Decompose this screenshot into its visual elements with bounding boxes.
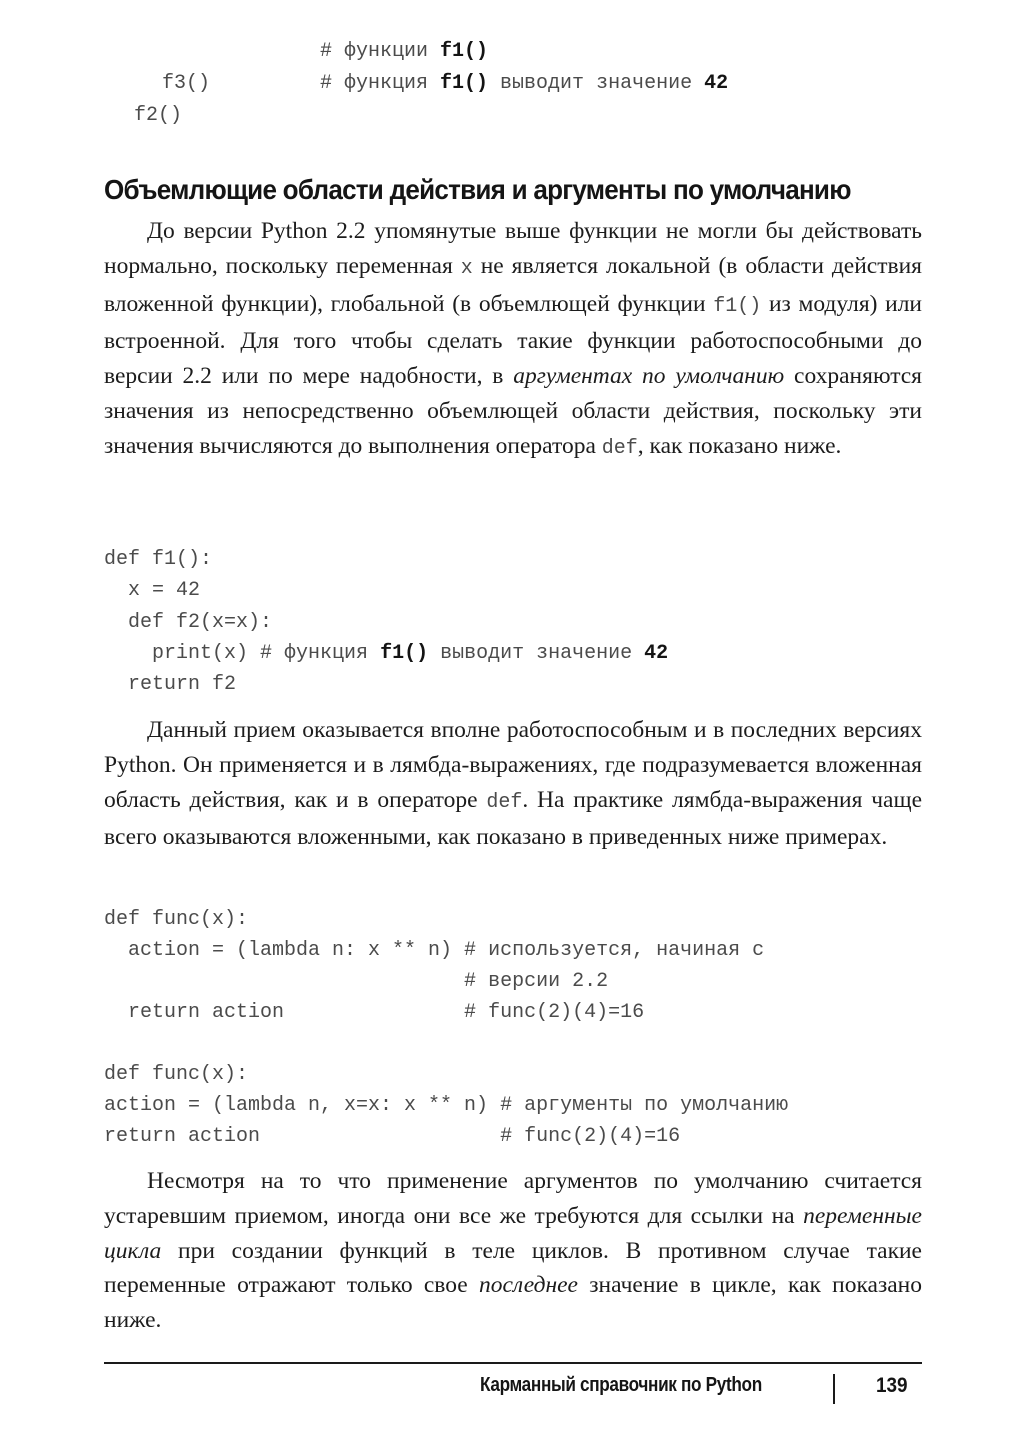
code-line: def f1(): [104,548,213,571]
code-comment: # функции [320,40,441,63]
footer-rule [104,1362,922,1364]
code-comment: выводит значение [488,72,705,95]
paragraph-text: . На практике лямбда-выражения чаще всего оказываются вложенными, как показано в приведенных ниже примерах. [104,786,922,851]
paragraph-text: Данный прием оказывается вполне работоспособным и в последних версиях Python. Он применяется и в лямбда-выражениях, где подразумевается вложенная область действия, как и в операторе [104,717,922,813]
code-text: print(x) [104,641,261,665]
code-block [104,544,668,700]
section-heading: Объемлющие области действия и аргументы по умолчанию [104,174,851,205]
paragraph [104,214,922,467]
code-comment: выводит значение [428,641,645,665]
code-line: action = (lambda n, x=x: x ** n) # аргументы по умолчанию [104,1094,789,1117]
footer-separator [833,1374,835,1404]
code-call: f3() [162,72,211,95]
code-call: f2() [134,104,183,127]
code-line: x = 42 [104,579,201,603]
inline-code: x [460,256,473,280]
code-line [104,638,668,669]
code-line: # версии 2.2 [104,970,609,993]
paragraph-text: не является локальной (в области действия вложенной функции), глобальной (в объемлющей функции [104,252,922,317]
inline-code: f1() [713,294,762,318]
paragraph-text: при создании функций в теле циклов. В противном случае такие переменные отражают только свое [104,1237,922,1299]
paragraph-text: сохраняются значения из непосредственно объемлющей области действия, поскольку эти значения вычисляются до выполнения оператора [104,363,922,459]
paragraph-text: значение в цикле, как показано ниже. [104,1272,922,1334]
code-bold: f1() [440,40,489,63]
paragraph [104,1164,922,1338]
code-bold: f1() [380,641,429,665]
paragraph-text: Несмотря на то что применение аргументов по умолчанию считается устаревшим приемом, иногда они все же требуются для ссылки на [104,1168,922,1229]
page-number: 139 [876,1374,908,1397]
code-bold: f1() [440,72,489,95]
code-comment: # функция [260,641,381,665]
code-line [320,40,488,64]
code-block [104,1059,788,1152]
code-block [104,904,764,1028]
code-line: return action # func(2)(4)=16 [104,1125,681,1148]
paragraph-text: из модуля) или встроенной. Для того чтобы сделать такие функции работоспособными до версии 2.2 или по мере надобности, в [104,290,923,390]
code-line: def func(x): [104,908,249,931]
paragraph [104,713,922,855]
running-footer-title: Карманный справочник по Python [480,1374,762,1396]
code-line [134,104,182,128]
italic-term: переменные цикла [104,1202,922,1264]
code-line [162,72,210,96]
paragraph-text: , как показано ниже. [637,432,842,459]
code-bold: 42 [704,72,729,95]
code-line: def f2(x=x): [104,610,273,634]
code-line [320,72,728,96]
code-line: action = (lambda n: x ** n) # используется, начиная с [104,939,765,962]
code-line: def func(x): [104,1063,249,1086]
italic-term: последнее [478,1272,578,1299]
inline-code: def [601,436,638,460]
code-line: return action # func(2)(4)=16 [104,1001,645,1024]
code-comment: # функция [320,72,441,95]
inline-code: def [486,790,523,814]
paragraph-text: До версии Python 2.2 упомянутые выше функции не могли бы действовать нормально, поскольку переменная [104,218,922,279]
code-bold: 42 [644,641,669,665]
code-line: return f2 [104,673,237,697]
italic-term: аргументах по умолчанию [513,363,785,390]
